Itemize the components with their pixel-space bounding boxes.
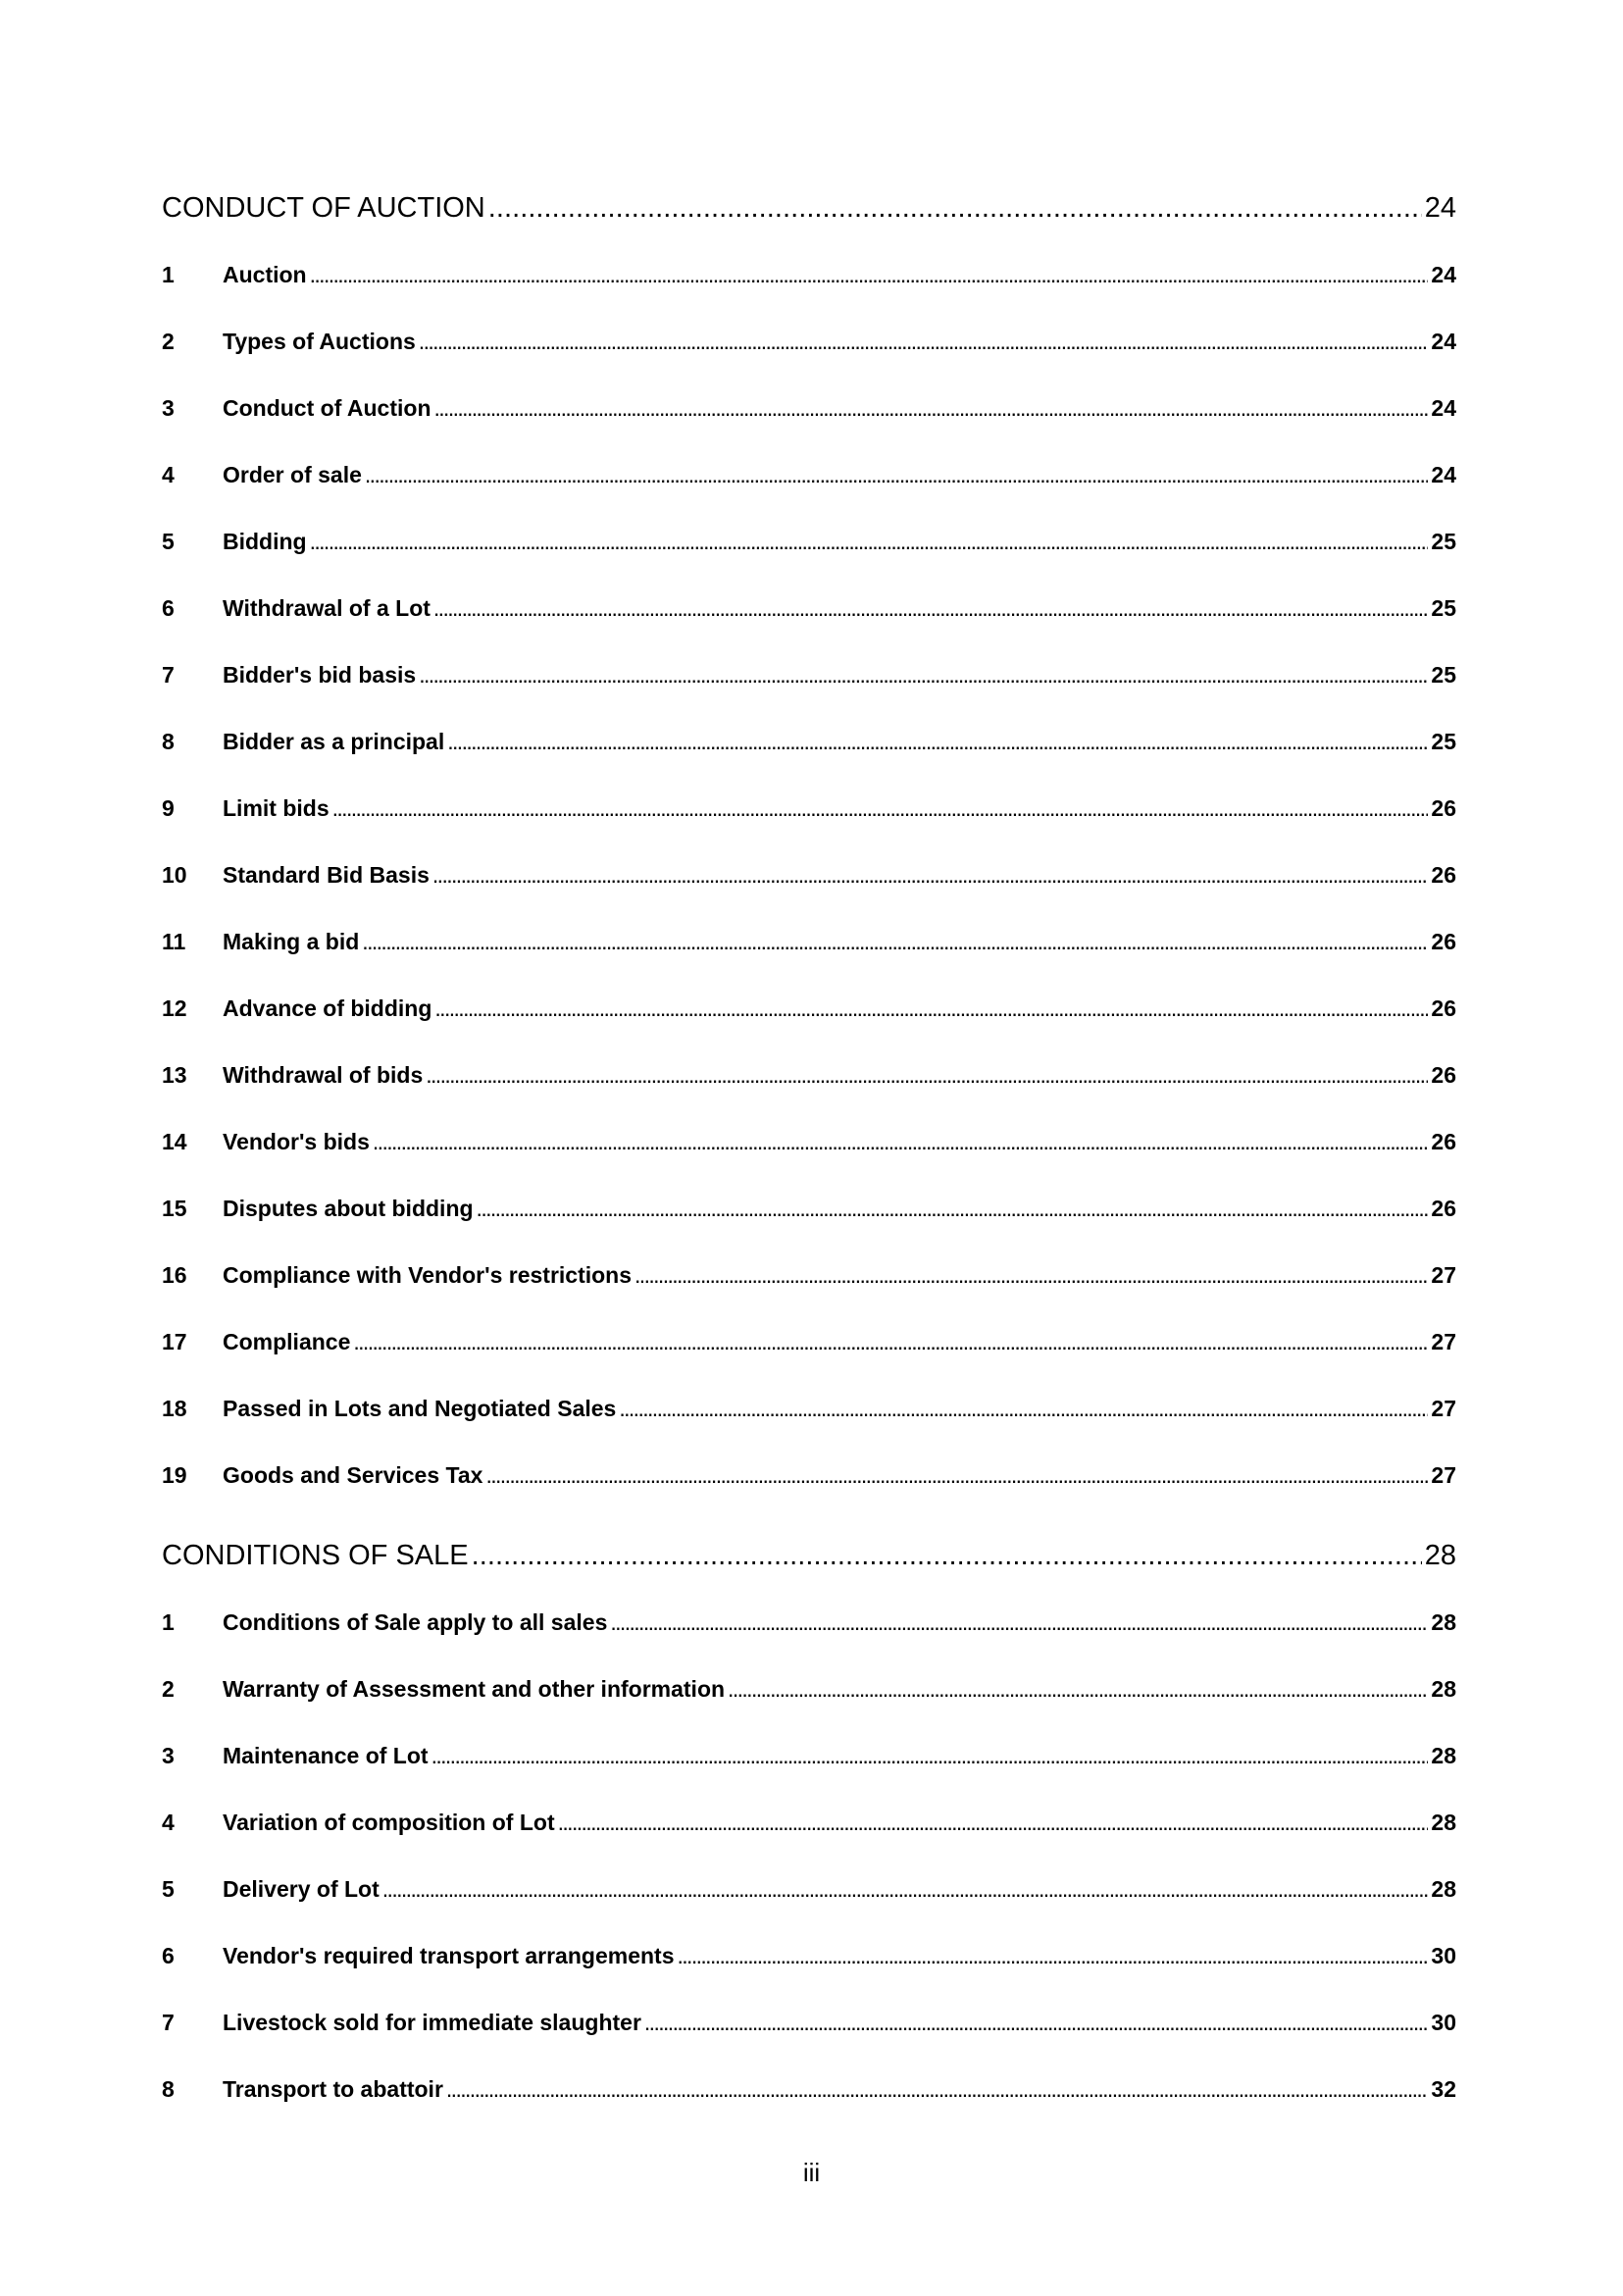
toc-entry[interactable]: [162, 451, 1456, 498]
toc-entry-page: 26: [1431, 929, 1456, 954]
toc-entry-title: Warranty of Assessment and other information: [223, 1676, 726, 1702]
toc-entry[interactable]: [162, 1118, 1456, 1165]
toc-entry-number: 6: [162, 595, 175, 621]
toc-entry[interactable]: [162, 518, 1456, 565]
toc-entry-page: 25: [1431, 729, 1456, 754]
toc-entry-number: 5: [162, 529, 175, 554]
toc-entry-page: 32: [1431, 2076, 1456, 2102]
toc-entry-number: 15: [162, 1196, 187, 1221]
toc-entry-number: 17: [162, 1329, 187, 1354]
toc-entry-page: 27: [1431, 1462, 1456, 1488]
dot-leader: [477, 1185, 1429, 1232]
toc-entry-page: 26: [1431, 1196, 1456, 1221]
toc-entry-title: Limit bids: [223, 795, 330, 821]
toc-entry-page: 27: [1431, 1262, 1456, 1288]
dot-leader: [619, 1385, 1428, 1432]
toc-entry-title: Goods and Services Tax: [223, 1462, 483, 1488]
toc-entry-number: 13: [162, 1062, 187, 1088]
toc-entry[interactable]: [162, 651, 1456, 698]
toc-entry-number: 2: [162, 329, 175, 354]
toc-entry[interactable]: [162, 1665, 1456, 1712]
dot-leader: [431, 1732, 1429, 1779]
dot-leader: [644, 1999, 1429, 2046]
toc-entry-number: 19: [162, 1462, 187, 1488]
toc-entry[interactable]: [162, 1599, 1456, 1646]
toc-entry-number: 5: [162, 1876, 175, 1902]
toc-entry[interactable]: [162, 1385, 1456, 1432]
toc-heading-title: CONDUCT OF AUCTION: [162, 192, 485, 224]
toc-heading-page: 24: [1424, 192, 1456, 224]
toc-entry-title: Livestock sold for immediate slaughter: [223, 2010, 641, 2035]
toc-entry-number: 11: [162, 929, 186, 954]
dot-leader: [419, 651, 1428, 698]
toc-entry-page: 26: [1431, 795, 1456, 821]
toc-heading-conditions-of-sale[interactable]: [162, 1532, 1456, 1579]
toc-entry-page: 30: [1431, 2010, 1456, 2035]
toc-entry[interactable]: [162, 785, 1456, 832]
dot-leader: [728, 1665, 1428, 1712]
toc-entry-page: 28: [1431, 1743, 1456, 1768]
toc-entry-page: 27: [1431, 1396, 1456, 1421]
toc-entry-number: 16: [162, 1262, 187, 1288]
toc-entry-title: Vendor's required transport arrangements: [223, 1943, 675, 1968]
toc-entry-number: 3: [162, 1743, 175, 1768]
toc-entry-page: 27: [1431, 1329, 1456, 1354]
dot-leader: [310, 518, 1429, 565]
toc-entry[interactable]: [162, 585, 1456, 632]
dot-leader: [434, 384, 1429, 432]
dot-leader: [382, 1865, 1429, 1913]
toc-entry[interactable]: [162, 1732, 1456, 1779]
toc-entry-page: 26: [1431, 862, 1456, 888]
toc-entry-title: Maintenance of Lot: [223, 1743, 429, 1768]
toc-heading-page: 28: [1424, 1540, 1456, 1571]
dot-leader: [558, 1799, 1429, 1846]
toc-entry[interactable]: [162, 1799, 1456, 1846]
dot-leader: [472, 1532, 1422, 1579]
toc-entry-title: Bidder as a principal: [223, 729, 445, 754]
toc-entry-title: Advance of bidding: [223, 995, 432, 1021]
dot-leader: [373, 1118, 1429, 1165]
dot-leader: [485, 1452, 1428, 1499]
toc-entry-number: 2: [162, 1676, 175, 1702]
toc-entry-number: 4: [162, 1810, 175, 1835]
table-of-contents: [162, 184, 1456, 2132]
toc-entry-page: 25: [1431, 662, 1456, 688]
toc-entry[interactable]: [162, 2066, 1456, 2113]
toc-entry-title: Standard Bid Basis: [223, 862, 430, 888]
toc-entry-page: 26: [1431, 1062, 1456, 1088]
toc-entry-page: 28: [1431, 1810, 1456, 1835]
toc-entry-title: Bidder's bid basis: [223, 662, 417, 688]
toc-entry-number: 6: [162, 1943, 175, 1968]
toc-entry-number: 10: [162, 862, 187, 888]
toc-entry[interactable]: [162, 251, 1456, 298]
toc-entry-number: 8: [162, 2076, 175, 2102]
toc-entry[interactable]: [162, 1318, 1456, 1365]
toc-entry-title: Conditions of Sale apply to all sales: [223, 1609, 608, 1635]
toc-entry-page: 24: [1431, 395, 1456, 421]
dot-leader: [677, 1932, 1428, 1979]
toc-entry[interactable]: [162, 1932, 1456, 1979]
toc-entry[interactable]: [162, 1251, 1456, 1299]
toc-entry-page: 25: [1431, 595, 1456, 621]
dot-leader: [365, 451, 1429, 498]
toc-entry-title: Making a bid: [223, 929, 360, 954]
toc-entry[interactable]: [162, 1185, 1456, 1232]
dot-leader: [634, 1251, 1428, 1299]
toc-entry[interactable]: [162, 985, 1456, 1032]
toc-entry-number: 1: [162, 1609, 175, 1635]
toc-entry-number: 3: [162, 395, 175, 421]
toc-entry-page: 24: [1431, 262, 1456, 287]
toc-entry-title: Bidding: [223, 529, 307, 554]
dot-leader: [310, 251, 1429, 298]
dot-leader: [434, 985, 1428, 1032]
toc-entry[interactable]: [162, 318, 1456, 365]
toc-entry-page: 30: [1431, 1943, 1456, 1968]
toc-entry-title: Withdrawal of bids: [223, 1062, 424, 1088]
toc-entry-title: Withdrawal of a Lot: [223, 595, 431, 621]
toc-entry-page: 24: [1431, 329, 1456, 354]
toc-entry[interactable]: [162, 918, 1456, 965]
toc-entry-number: 1: [162, 262, 175, 287]
dot-leader: [362, 918, 1428, 965]
toc-entry[interactable]: [162, 1999, 1456, 2046]
toc-entry-page: 28: [1431, 1676, 1456, 1702]
toc-entry-number: 7: [162, 662, 175, 688]
toc-entry[interactable]: [162, 1865, 1456, 1913]
dot-leader: [353, 1318, 1428, 1365]
toc-entry-page: 26: [1431, 1129, 1456, 1154]
dot-leader: [447, 718, 1428, 765]
toc-entry-number: 12: [162, 995, 187, 1021]
dot-leader: [432, 851, 1429, 898]
dot-leader: [446, 2066, 1429, 2113]
toc-entry-title: Delivery of Lot: [223, 1876, 380, 1902]
toc-entry-number: 4: [162, 462, 175, 487]
toc-entry-page: 26: [1431, 995, 1456, 1021]
toc-entry[interactable]: [162, 1452, 1456, 1499]
toc-entry-number: 8: [162, 729, 175, 754]
dot-leader: [332, 785, 1429, 832]
dot-leader: [610, 1599, 1428, 1646]
toc-entry-title: Compliance with Vendor's restrictions: [223, 1262, 633, 1288]
dot-leader: [426, 1051, 1428, 1098]
toc-entry-page: 25: [1431, 529, 1456, 554]
toc-entry-title: Transport to abattoir: [223, 2076, 443, 2102]
toc-entry-page: 28: [1431, 1609, 1456, 1635]
dot-leader: [419, 318, 1429, 365]
dot-leader: [433, 585, 1429, 632]
toc-entry-title: Order of sale: [223, 462, 362, 487]
toc-entry[interactable]: [162, 718, 1456, 765]
toc-entry-title: Auction: [223, 262, 307, 287]
toc-entry-page: 28: [1431, 1876, 1456, 1902]
toc-heading-title: CONDITIONS OF SALE: [162, 1540, 469, 1571]
toc-entry-number: 18: [162, 1396, 187, 1421]
toc-heading-conduct-of-auction[interactable]: [162, 184, 1456, 231]
toc-entry-number: 9: [162, 795, 175, 821]
toc-entry-page: 24: [1431, 462, 1456, 487]
dot-leader: [488, 184, 1422, 231]
toc-entry[interactable]: [162, 1051, 1456, 1098]
toc-entry[interactable]: [162, 851, 1456, 898]
toc-entry[interactable]: [162, 384, 1456, 432]
toc-entry-number: 14: [162, 1129, 187, 1154]
toc-entry-title: Variation of composition of Lot: [223, 1810, 555, 1835]
toc-entry-number: 7: [162, 2010, 175, 2035]
toc-entry-title: Vendor's bids: [223, 1129, 370, 1154]
toc-entry-title: Conduct of Auction: [223, 395, 431, 421]
toc-entry-title: Passed in Lots and Negotiated Sales: [223, 1396, 617, 1421]
page-number-footer: iii: [802, 2158, 821, 2187]
toc-entry-title: Disputes about bidding: [223, 1196, 474, 1221]
toc-entry-title: Types of Auctions: [223, 329, 416, 354]
toc-entry-title: Compliance: [223, 1329, 351, 1354]
